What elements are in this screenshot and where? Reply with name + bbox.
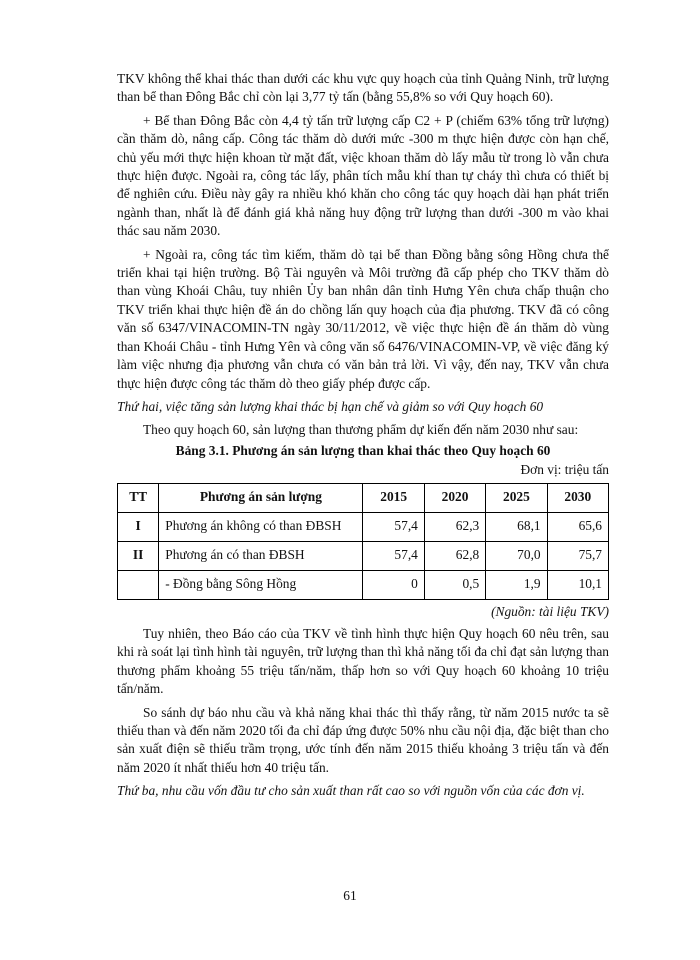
row-value-2030: 10,1 (547, 570, 608, 599)
paragraph-red-river-delta-exploration: + Ngoài ra, công tác tìm kiếm, thăm dò tại bể than Đồng bằng sông Hồng chưa thể triển khai tại hiện trường. Bộ Tài nguyên và Môi trường đã cấp phép cho TKV thăm dò than vùng Khoái Châu, tuy nhiên Ủy ban nhân dân tỉnh Hưng Yên chưa chấp thuận cho TKV triển khai thực hiện đề án do chồng lấn quy hoạch của địa phương. TKV đã có công văn số 6347/VINACOMIN-TN ngày 30/11/2012, về việc thực hiện đề án thăm dò vùng than Khoái Châu - tỉnh Hưng Yên và công văn số 6476/VINACOMIN-VP, về việc đăng ký làm việc nhưng địa phương vẫn chưa có văn bản trả lời. Vì vậy, đến nay, TKV vẫn chưa thực hiện được công tác thăm dò theo giấy phép được cấp. (117, 246, 609, 391)
table-row (118, 541, 609, 570)
row-value-2025: 70,0 (486, 541, 547, 570)
document-page (117, 70, 609, 801)
row-option-name: - Đồng bằng Sông Hồng (159, 570, 363, 599)
row-value-2020: 0,5 (424, 570, 485, 599)
section-heading-second: Thứ hai, việc tăng sản lượng khai thác bị hạn chế và giảm so với Quy hoạch 60 (117, 398, 544, 414)
header-2030: 2030 (547, 483, 608, 512)
row-option-name: Phương án không có than ĐBSH (159, 512, 363, 541)
row-value-2030: 65,6 (547, 512, 608, 541)
row-option-name: Phương án có than ĐBSH (159, 541, 363, 570)
row-tt: I (118, 512, 159, 541)
row-value-2025: 1,9 (486, 570, 547, 599)
header-2025: 2025 (486, 483, 547, 512)
row-value-2030: 75,7 (547, 541, 608, 570)
header-2015: 2015 (363, 483, 424, 512)
paragraph-dong-bac-basin: + Bể than Đông Bắc còn 4,4 tỷ tấn trữ lượng cấp C2 + P (chiếm 63% tổng trữ lượng) cần thăm dò, nâng cấp. Công tác thăm dò dưới mức -300 m thực hiện được còn hạn chế, chủ yếu mới thực hiện khoan từ mặt đất, việc khoan thăm dò lấy mẫu từ trong lò vẫn chưa thực hiện được. Ngoài ra, công tác lấy, phân tích mẫu khí than tự cháy thì chưa có thiết bị để nghiên cứu. Điều này gây ra nhiều khó khăn cho công tác quy hoạch dài hạn phát triển ngành than, nhất là để đánh giá khả năng huy động trữ lượng than dưới -300 m vào khai thác sau năm 2030. (117, 112, 609, 239)
row-tt: II (118, 541, 159, 570)
table-source: (Nguồn: tài liệu TKV) (491, 603, 609, 619)
paragraph-tkv-report: Tuy nhiên, theo Báo cáo của TKV về tình hình thực hiện Quy hoạch 60 nêu trên, sau khi rà soát lại tình hình tài nguyên, trữ lượng than thì khả năng tối đa chỉ đạt sản lượng than thương phẩm khoảng 55 triệu tấn/năm, thấp hơn so với Quy hoạch 60 khoảng 10 triệu tấn/năm. (117, 625, 609, 697)
table-caption: Bảng 3.1. Phương án sản lượng than khai thác theo Quy hoạch 60 (175, 442, 551, 458)
row-value-2020: 62,3 (424, 512, 485, 541)
page-number: 61 (343, 888, 357, 903)
table-header-row (118, 483, 609, 512)
row-value-2015: 57,4 (363, 541, 424, 570)
row-value-2015: 0 (363, 570, 424, 599)
row-value-2020: 62,8 (424, 541, 485, 570)
section-heading-third: Thứ ba, nhu cầu vốn đầu tư cho sản xuất than rất cao so với nguồn vốn của các đơn vị. (117, 783, 585, 799)
paragraph-demand-forecast: So sánh dự báo nhu cầu và khả năng khai thác thì thấy rằng, từ năm 2015 nước ta sẽ thiếu than và đến năm 2020 tối đa chỉ đáp ứng được 50% nhu cầu nội địa, đặc biệt than cho sản xuất điện sẽ thiếu trầm trọng, ước tính đến năm 2015 thiếu khoảng 3 triệu tấn và đến năm 2020 ít nhất thiếu hơn 40 triệu tấn. (117, 704, 609, 775)
table-unit: Đơn vị: triệu tấn (520, 462, 609, 478)
row-value-2025: 68,1 (486, 512, 547, 541)
row-value-2015: 57,4 (363, 512, 424, 541)
row-tt (118, 570, 159, 599)
table-row (118, 570, 609, 599)
production-table (117, 483, 609, 600)
paragraph-plan-60-intro: Theo quy hoạch 60, sản lượng than thương phẩm dự kiến đến năm 2030 như sau: (143, 422, 579, 438)
header-tt: TT (118, 483, 159, 512)
header-2020: 2020 (424, 483, 485, 512)
table-row (118, 512, 609, 541)
header-option: Phương án sản lượng (159, 483, 363, 512)
paragraph-coal-reserves-continued: TKV không thể khai thác than dưới các khu vực quy hoạch của tỉnh Quảng Ninh, trữ lượng than bể than Đông Bắc chỉ còn lại 3,77 tỷ tấn (bằng 55,8% so với Quy hoạch 60). (117, 71, 609, 105)
